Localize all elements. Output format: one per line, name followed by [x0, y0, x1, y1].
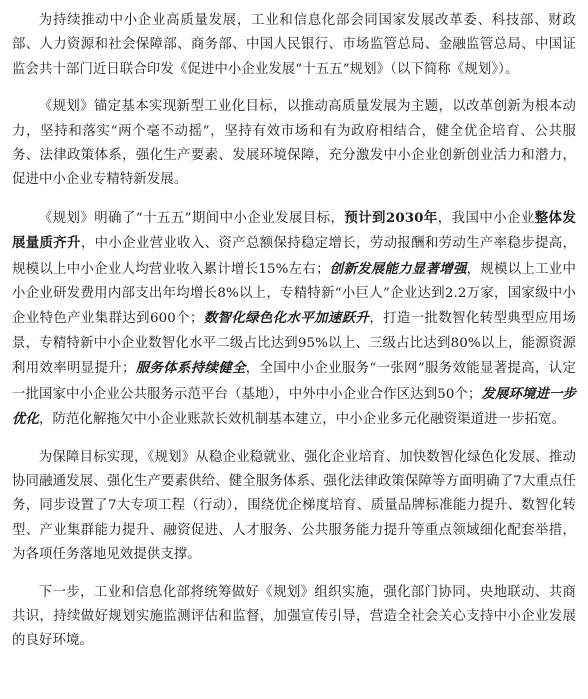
- paragraph: [12, 581, 576, 654]
- emphasis-text: 整体发展量质齐升: [12, 209, 576, 252]
- paragraph: [12, 206, 576, 433]
- paragraph-text: ，打造一批数智化转型典型应用场景，专精特新中小企业数智化水平二级占比达到95%以上、三级占比达到80%以上，能源资源利用效率明显提升；: [12, 311, 576, 377]
- emphasis-text: 创新发展能力显著增强: [329, 260, 467, 277]
- paragraph: [12, 446, 576, 568]
- paragraph: [12, 95, 576, 193]
- paragraph-text: ，防范化解拖欠中小企业账款长效机制基本建立，中小企业多元化融资渠道进一步拓宽。: [38, 412, 566, 428]
- paragraph-text: ，全国中小企业服务“一张网”服务效能显著提高，认定一批国家中小企业公共服务示范平台（基地），中外中小企业合作区达到50个；: [12, 361, 576, 402]
- emphasis-text: 预计到2030年: [344, 209, 438, 226]
- paragraph-text: ，规模以上工业中小企业研发费用内部支出年均增长8%以上，专精特新“小巨人”企业达到2.2万家，国家级中小企业特色产业集群达到600个；: [12, 261, 576, 327]
- emphasis-text: 发展环境进一步优化: [12, 385, 577, 428]
- paragraph-text: 为持续推动中小企业高质量发展，工业和信息化部会同国家发展改革委、科技部、财政部、人力资源和社会保障部、商务部、中国人民银行、市场监管总局、金融监管总局、中国证监会共十部门近日联合印发《促进中小企业发展“十五五”规划》（以下简称《规划》）。: [12, 13, 576, 77]
- paragraph-text: 《规划》明确了“十五五”期间中小企业发展目标，: [38, 210, 345, 226]
- emphasis-text: 服务体系持续健全: [135, 360, 246, 377]
- emphasis-text: 数智化绿色化水平加速跃升: [203, 310, 370, 327]
- paragraph-text: ，中小企业营业收入、资产总额保持稳定增长，劳动报酬和劳动生产率稳步提高，规模以上中小企业人均营业收入累计增长15%左右；: [12, 236, 576, 277]
- paragraph-text: 为保障目标实现，《规划》从稳企业稳就业、强化企业培育、加快数智化绿色化发展、推动协同融通发展、强化生产要素供给、健全服务体系、强化法律政策保障等方面明确了7大重点任务，同步设置了7大专项工程（行动），围绕优企梯度培育、质量品牌标准能力提升、数智化转型、产业集群能力提升、融资促进、人才服务、公共服务能力提升等重点领域细化配套举措，为各项任务落地见效提供支撑。: [12, 449, 576, 563]
- paragraph: [12, 9, 576, 82]
- paragraph-text: 《规划》锚定基本实现新型工业化目标，以推动高质量发展为主题，以改革创新为根本动力，坚持和落实“两个毫不动摇”，坚持有效市场和有为政府相结合，健全优企培育、公共服务、法律政策体系，强化生产要素、发展环境保障，充分激发中小企业创新创业活力和潜力，促进中小企业专精特新发展。: [12, 99, 576, 188]
- paragraph-text: 下一步，工业和信息化部将统筹做好《规划》组织实施，强化部门协同、央地联动、共商共识，持续做好规划实施监测评估和监督，加强宣传引导，营造全社会关心支持中小企业发展的良好环境。: [12, 584, 576, 649]
- paragraph-text: ，我国中小企业: [437, 210, 535, 226]
